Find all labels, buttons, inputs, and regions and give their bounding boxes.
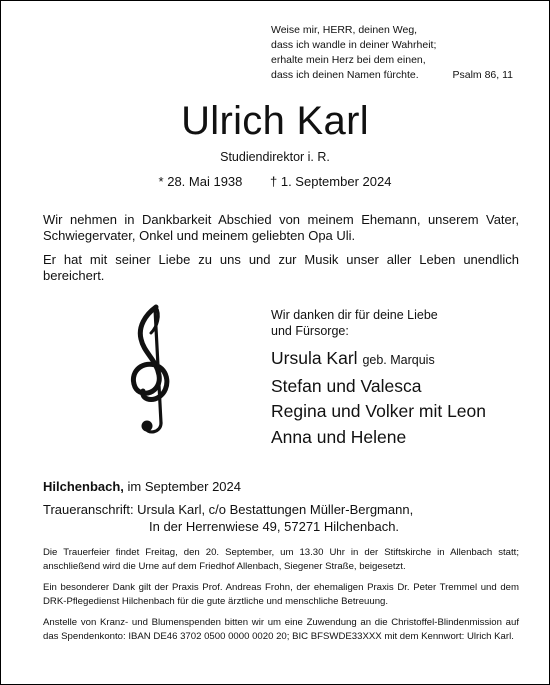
family-member: Anna und Helene bbox=[271, 426, 407, 447]
treble-clef-icon bbox=[125, 301, 181, 441]
verse-line: dass ich wandle in deiner Wahrheit; bbox=[271, 39, 437, 51]
bible-verse bbox=[271, 23, 521, 83]
thanks-line: und Fürsorge: bbox=[271, 324, 349, 338]
family-member: Stefan und Valesca bbox=[271, 375, 422, 396]
address-line: In der Herrenwiese 49, 57271 Hilchenbach. bbox=[149, 519, 400, 534]
birth-date: * 28. Mai 1938 bbox=[158, 174, 243, 189]
thanks-text bbox=[271, 307, 521, 339]
funeral-info: Die Trauerfeier findet Freitag, den 20. September, um 13.30 Uhr in der Stiftskirche in Allenbach statt; anschließend wird die Urne auf dem Friedhof Allenbach, Siegener Straße, beigesetzt. bbox=[43, 547, 519, 572]
maiden-name: geb. Marquis bbox=[362, 353, 435, 367]
life-dates bbox=[1, 174, 549, 190]
notice-date: im September 2024 bbox=[127, 479, 241, 494]
special-thanks: Ein besonderer Dank gilt der Praxis Prof. Andreas Frohn, der ehemaligen Praxis Dr. Peter Tremmel und dem DRK-Pflegedienst Hilchenbach für die gute ärztliche und menschliche Betreuung. bbox=[43, 582, 519, 607]
mourning-address bbox=[43, 501, 413, 535]
thanks-line: Wir danken dir für deine Liebe bbox=[271, 308, 438, 322]
donation-info: Anstelle von Kranz- und Blumenspenden bitten wir um eine Zuwendung an die Christoffel-Blindenmission auf das Spendenkonto: IBAN DE46 3702 0500 0000 0020 20; BIC BFSWDE33XXX mit dem Kennwort: Ulrich Karl. bbox=[43, 617, 519, 642]
verse-line: Weise mir, HERR, deinen Weg, bbox=[271, 24, 418, 36]
verse-line: dass ich deinen Namen fürchte. bbox=[271, 69, 419, 81]
family-member: Regina und Volker mit Leon bbox=[271, 401, 486, 421]
death-date: † 1. September 2024 bbox=[270, 174, 392, 189]
widow-name: Ursula Karl bbox=[271, 348, 358, 368]
tribute-paragraph: Er hat mit seiner Liebe zu uns und zur Musik unser aller Leben unendlich bereichert. bbox=[43, 252, 519, 283]
verse-reference: Psalm 86, 11 bbox=[452, 69, 513, 81]
place-date-line bbox=[43, 479, 241, 495]
deceased-name: Ulrich Karl bbox=[181, 99, 369, 143]
family-member bbox=[271, 346, 541, 374]
family-list bbox=[271, 346, 541, 450]
address-line: Traueranschrift: Ursula Karl, c/o Bestattungen Müller-Bergmann, bbox=[43, 502, 414, 517]
farewell-paragraph: Wir nehmen in Dankbarkeit Abschied von meinem Ehemann, unserem Vater, Schwiegervater, Onkel und meinem geliebten Opa Uli. bbox=[43, 212, 519, 243]
verse-line: erhalte mein Herz bei dem einen, bbox=[271, 54, 426, 66]
deceased-title: Studiendirektor i. R. bbox=[220, 150, 330, 164]
place-name: Hilchenbach, bbox=[43, 479, 124, 494]
